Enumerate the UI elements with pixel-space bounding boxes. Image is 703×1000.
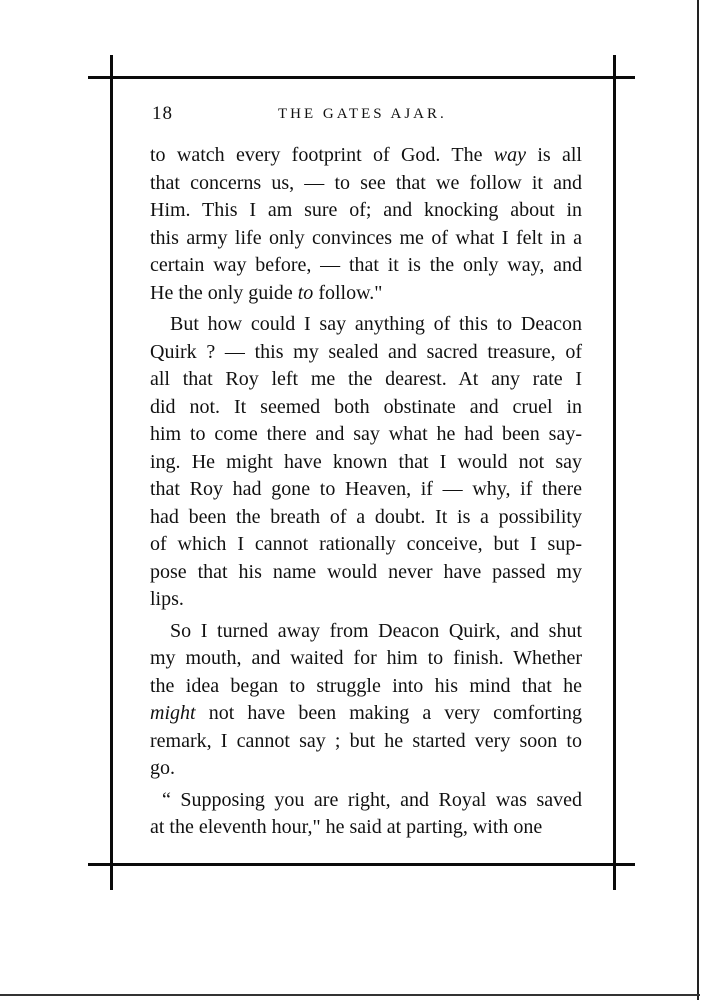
paragraph xyxy=(150,787,582,842)
left-border-rule xyxy=(110,55,113,890)
bottom-border-rule xyxy=(88,863,635,866)
italic-word: to xyxy=(297,281,314,304)
text-line: the idea began to struggle into his mind that he xyxy=(150,674,582,697)
text-line: “ Supposing you are right, and Royal was saved xyxy=(162,788,582,811)
text-line: to watch every footprint of God. The way is all xyxy=(150,144,582,166)
paragraph xyxy=(150,142,582,307)
text-line: He the only guide to follow." xyxy=(150,281,383,304)
top-border-rule xyxy=(88,76,635,79)
text-line: pose that his name would never have passed my xyxy=(150,560,582,583)
right-border-rule xyxy=(613,55,616,890)
text-line: him to come there and say what he had been say- xyxy=(150,423,582,445)
text-line: that concerns us, — to see that we follow it and xyxy=(150,171,582,194)
italic-word: way xyxy=(493,144,527,166)
text-line: my mouth, and waited for him to finish. Whether xyxy=(150,647,582,669)
text-line: lips. xyxy=(150,588,184,610)
text-line: this army life only convinces me of what I felt in a xyxy=(150,226,582,249)
text-line: So I turned away from Deacon Quirk, and shut xyxy=(170,619,582,642)
text-line: might not have been making a very comforting xyxy=(150,702,582,724)
text-line: remark, I cannot say ; but he started very soon to xyxy=(150,729,582,752)
text-line: of which I cannot rationally conceive, but I sup- xyxy=(150,533,582,555)
text-line: that Roy had gone to Heaven, if — why, if there xyxy=(150,478,582,500)
italic-word: might xyxy=(150,702,196,724)
text-line: had been the breath of a doubt. It is a possibility xyxy=(150,505,582,528)
page-header xyxy=(152,103,592,127)
text-line: Quirk ? — this my sealed and sacred treasure, of xyxy=(150,340,582,363)
text-line: go. xyxy=(150,757,175,779)
body-text xyxy=(150,142,582,842)
text-line: all that Roy left me the dearest. At any rate I xyxy=(150,368,582,390)
paragraph xyxy=(150,618,582,783)
text-line: But how could I say anything of this to Deacon xyxy=(170,313,582,335)
text-line: certain way before, — that it is the only way, and xyxy=(150,254,582,276)
text-line: at the eleventh hour," he said at parting, with one xyxy=(150,816,543,838)
paragraph xyxy=(150,311,582,614)
page-number: 18 xyxy=(152,103,173,124)
text-line: ing. He might have known that I would not say xyxy=(150,450,582,473)
page-edge-bottom xyxy=(0,994,700,996)
page-edge-right xyxy=(697,0,699,1000)
running-title: THE GATES AJAR. xyxy=(278,106,447,122)
text-line: Him. This I am sure of; and knocking about in xyxy=(150,199,582,221)
text-line: did not. It seemed both obstinate and cruel in xyxy=(150,395,582,418)
